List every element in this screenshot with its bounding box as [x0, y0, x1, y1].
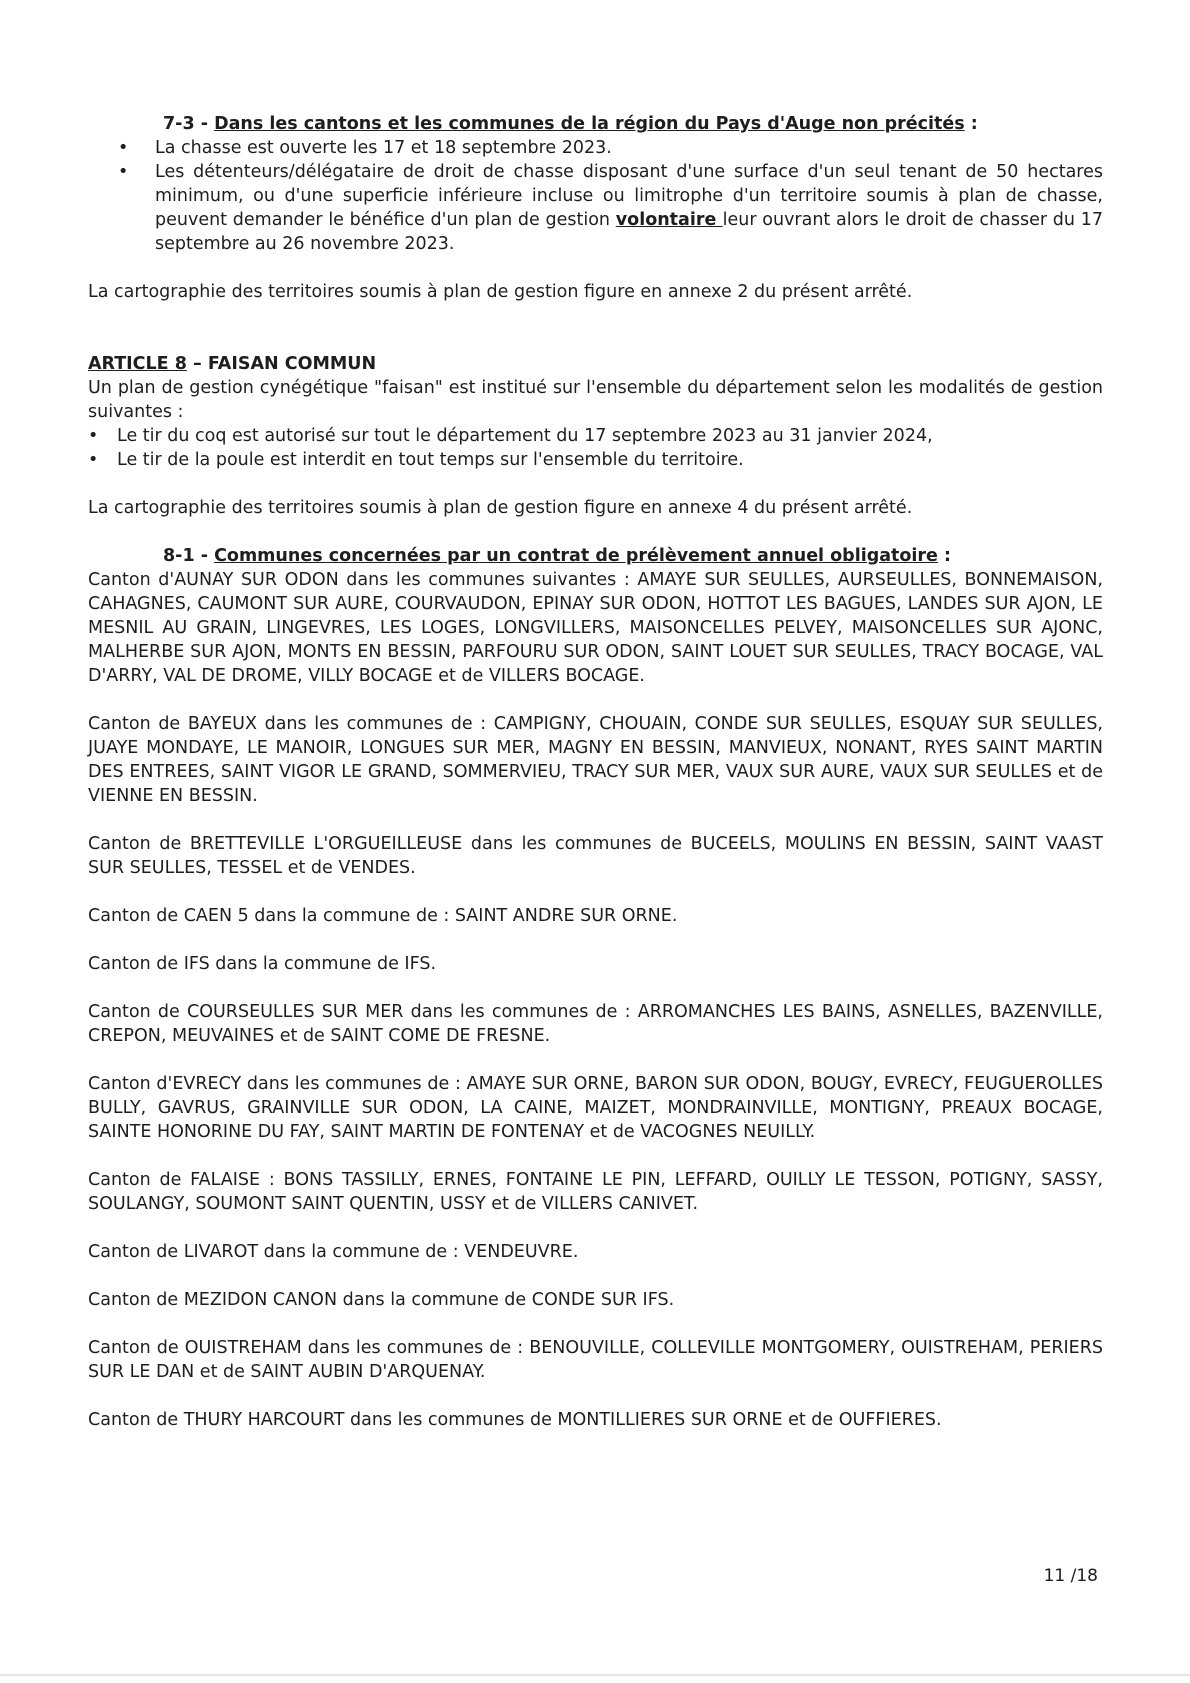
- canton-paragraph: Canton de CAEN 5 dans la commune de : SAINT ANDRE SUR ORNE.: [88, 906, 678, 926]
- article-8-heading: [88, 352, 1103, 376]
- section-8-1-number: 8-1 -: [163, 546, 215, 566]
- list-item-text: Les détenteurs/délégataire de droit de chasse disposant d'une surface d'un seul tenant de 50 hectares minimum, ou d'une superficie inférieure incluse ou limitrophe d'un territoire soumis à plan de chasse, peuvent demander le bénéfice d'un plan de gestion: [155, 162, 1103, 230]
- page-content: [88, 112, 1103, 1432]
- section-7-3-heading: [163, 112, 1103, 136]
- canton-paragraph: Canton de FALAISE : BONS TASSILLY, ERNES, FONTAINE LE PIN, LEFFARD, OUILLY LE TESSON, POTIGNY, SASSY, SOULANGY, SOUMONT SAINT QUENTIN, USSY et de VILLERS CANIVET.: [88, 1170, 1103, 1214]
- section-7-3-number: 7-3 -: [163, 114, 215, 134]
- article-8-title: – FAISAN COMMUN: [186, 354, 377, 374]
- article-8-bullet-list: [88, 424, 1103, 472]
- list-item-text: leur ouvrant alors le droit de chasser du 17 septembre au 26 novembre 2023.: [155, 210, 1103, 254]
- section-8-1-colon: :: [937, 546, 952, 566]
- canton-paragraph: Canton de LIVAROT dans la commune de : VENDEUVRE.: [88, 1242, 579, 1262]
- section-8-1-title: Communes concernées par un contrat de prélèvement annuel obligatoire: [214, 546, 938, 566]
- canton-paragraph: Canton de COURSEULLES SUR MER dans les communes de : ARROMANCHES LES BAINS, ASNELLES, BAZENVILLE, CREPON, MEUVAINES et de SAINT COME DE FRESNE.: [88, 1002, 1103, 1046]
- list-item: • Le tir du coq est autorisé sur tout le département du 17 septembre 2023 au 31 janvier 2024,: [88, 424, 1103, 448]
- canton-paragraph: Canton d'AUNAY SUR ODON dans les communes suivantes : AMAYE SUR SEULLES, AURSEULLES, BONNEMAISON, CAHAGNES, CAUMONT SUR AURE, COURVAUDON, EPINAY SUR ODON, HOTTOT LES BAGUES, LANDES SUR AJON, LE MESNIL AU GRAIN, LINGEVRES, LES LOGES, LONGVILLERS, MAISONCELLES PELVEY, MAISONCELLES SUR AJONC, MALHERBE SUR AJON, MONTS EN BESSIN, PARFOURU SUR ODON, SAINT LOUET SUR SEULLES, TRACY BOCAGE, VAL D'ARRY, VAL DE DROME, VILLY BOCAGE et de VILLERS BOCAGE.: [88, 570, 1103, 686]
- canton-paragraph: Canton de IFS dans la commune de IFS.: [88, 954, 437, 974]
- list-item: • La chasse est ouverte les 17 et 18 septembre 2023.: [88, 136, 1103, 160]
- canton-paragraph: Canton de OUISTREHAM dans les communes de : BENOUVILLE, COLLEVILLE MONTGOMERY, OUISTREHAM, PERIERS SUR LE DAN et de SAINT AUBIN D'ARQUENAY.: [88, 1338, 1103, 1382]
- article-8-mapping-note: La cartographie des territoires soumis à plan de gestion figure en annexe 4 du présent arrêté.: [88, 498, 913, 518]
- canton-paragraph: Canton de THURY HARCOURT dans les communes de MONTILLIERES SUR ORNE et de OUFFIERES.: [88, 1410, 942, 1430]
- section-7-3-mapping-note: La cartographie des territoires soumis à plan de gestion figure en annexe 2 du présent arrêté.: [88, 282, 913, 302]
- section-7-3-colon: :: [964, 114, 978, 134]
- list-item: [88, 160, 1103, 256]
- canton-paragraph: Canton de BRETTEVILLE L'ORGUEILLEUSE dans les communes de BUCEELS, MOULINS EN BESSIN, SAINT VAAST SUR SEULLES, TESSEL et de VENDES.: [88, 834, 1103, 878]
- canton-paragraph: Canton de BAYEUX dans les communes de : CAMPIGNY, CHOUAIN, CONDE SUR SEULLES, ESQUAY SUR SEULLES, JUAYE MONDAYE, LE MANOIR, LONGUES SUR MER, MAGNY EN BESSIN, MANVIEUX, NONANT, RYES SAINT MARTIN DES ENTREES, SAINT VIGOR LE GRAND, SOMMERVIEU, TRACY SUR MER, VAUX SUR AURE, VAUX SUR SEULLES et de VIENNE EN BESSIN.: [88, 714, 1103, 806]
- canton-paragraph: Canton de MEZIDON CANON dans la commune de CONDE SUR IFS.: [88, 1290, 675, 1310]
- list-item: • Le tir de la poule est interdit en tout temps sur l'ensemble du territoire.: [88, 448, 1103, 472]
- page-bottom-edge: [0, 1674, 1190, 1676]
- emphasis-volontaire: volontaire: [615, 210, 723, 230]
- article-8-intro: Un plan de gestion cynégétique "faisan" est institué sur l'ensemble du département selon les modalités de gestion suivantes :: [88, 378, 1103, 422]
- article-8-number: ARTICLE 8: [88, 354, 187, 374]
- section-7-3-title: Dans les cantons et les communes de la région du Pays d'Auge non précités: [214, 114, 965, 134]
- section-7-3-bullet-list: [88, 136, 1103, 256]
- canton-paragraph: Canton d'EVRECY dans les communes de : AMAYE SUR ORNE, BARON SUR ODON, BOUGY, EVRECY, FEUGUEROLLES BULLY, GAVRUS, GRAINVILLE SUR ODON, LA CAINE, MAIZET, MONDRAINVILLE, MONTIGNY, PREAUX BOCAGE, SAINTE HONORINE DU FAY, SAINT MARTIN DE FONTENAY et de VACOGNES NEUILLY.: [88, 1074, 1103, 1142]
- section-8-1-heading: [163, 544, 1103, 568]
- page-number: 11 /18: [1043, 1566, 1098, 1586]
